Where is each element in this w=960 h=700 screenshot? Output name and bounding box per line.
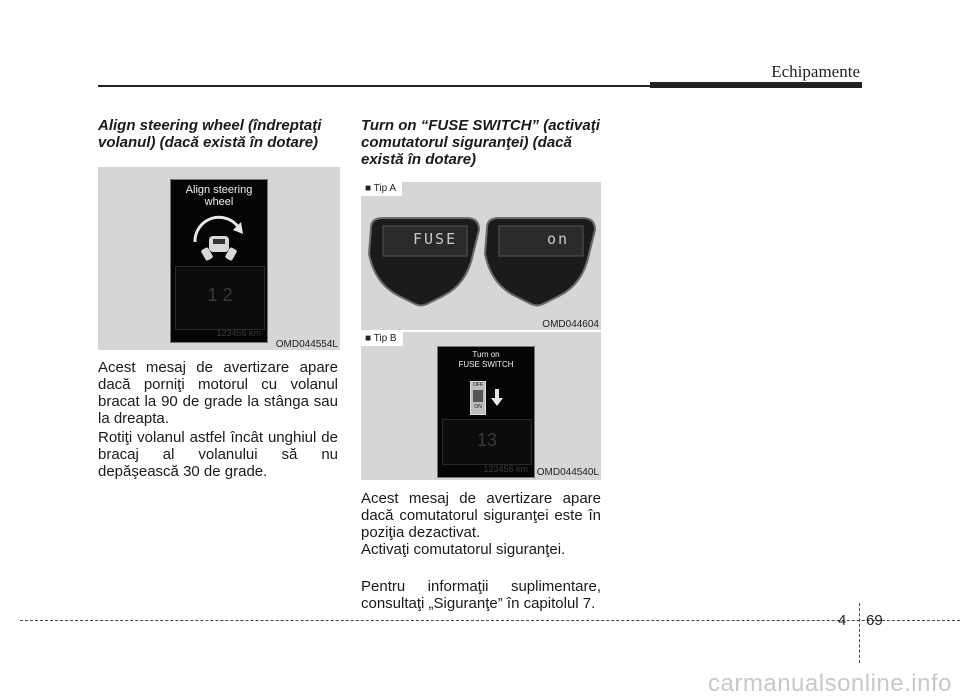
cluster-screen	[170, 179, 268, 343]
right-heading: Turn on “FUSE SWITCH” (activaţi comutatorul siguranţei) (dacă există în dotare)	[361, 117, 600, 168]
right-paragraph-3: Pentru informaţii suplimentare, consultaţi „Siguranţe” în capitolul 7.	[361, 578, 601, 612]
steering-wheel-icon	[189, 212, 249, 264]
tip-a-label: ■ Tip A	[361, 182, 402, 196]
display-on-text: on	[547, 230, 570, 248]
switch-on-label: ON	[474, 404, 482, 410]
right-paragraph-2: Activaţi comutatorul siguranţei.	[361, 541, 566, 558]
footer-dashed-rule	[20, 620, 960, 621]
left-heading: Align steering wheel (îndreptaţi volanul) (dacă există în dotare)	[98, 117, 322, 151]
tip-b-label: ■ Tip B	[361, 332, 403, 346]
figure-tip-b	[361, 332, 601, 480]
figure-b-caption: OMD044540L	[536, 467, 599, 478]
figure-align-steering	[98, 167, 340, 350]
left-paragraph-1: Acest mesaj de avertizare apare dacă porniţi motorul cu volanul bracat la 90 de grade la stânga sau la dreapta.	[98, 359, 338, 427]
figure-a-caption: OMD044604	[542, 319, 599, 330]
screen-message-line2: wheel	[204, 196, 234, 208]
switch-off-label: OFF	[473, 382, 483, 388]
display-fuse-text: FUSE	[413, 230, 458, 248]
cluster-display-pair	[361, 200, 601, 316]
header-accent-bar	[650, 82, 862, 88]
screen-message-line1: Align steering	[185, 184, 253, 196]
figure-tip-a	[361, 182, 601, 330]
chapter-number: 4	[838, 612, 847, 629]
gear-indicator: 1 2	[207, 285, 233, 305]
section-title: Echipamente	[771, 62, 860, 81]
gear-indicator-b: 13	[476, 430, 498, 450]
figure-caption: OMD044554L	[275, 339, 338, 350]
right-paragraph-1: Acest mesaj de avertizare apare dacă comutatorul siguranţei este în poziţia dezactivat.	[361, 490, 601, 541]
gauge-area-b	[442, 419, 532, 465]
arrow-down-icon	[490, 389, 504, 407]
footer-vertical-divider	[859, 603, 860, 663]
fuse-switch-icon	[470, 381, 486, 415]
left-paragraph-2: Rotiţi volanul astfel încât unghiul de bracaj al volanului să nu depăşească 30 de grade.	[98, 429, 338, 480]
odometer-b: 123456 km	[483, 464, 528, 474]
cluster-screen-b	[437, 346, 535, 478]
screen-b-line1: Turn on	[472, 350, 500, 359]
screen-b-line2: FUSE SWITCH	[458, 360, 514, 369]
page-number: 69	[866, 612, 883, 629]
odometer: 123456 km	[216, 328, 261, 338]
watermark: carmanualsonline.info	[708, 670, 952, 697]
gauge-area	[175, 266, 265, 330]
